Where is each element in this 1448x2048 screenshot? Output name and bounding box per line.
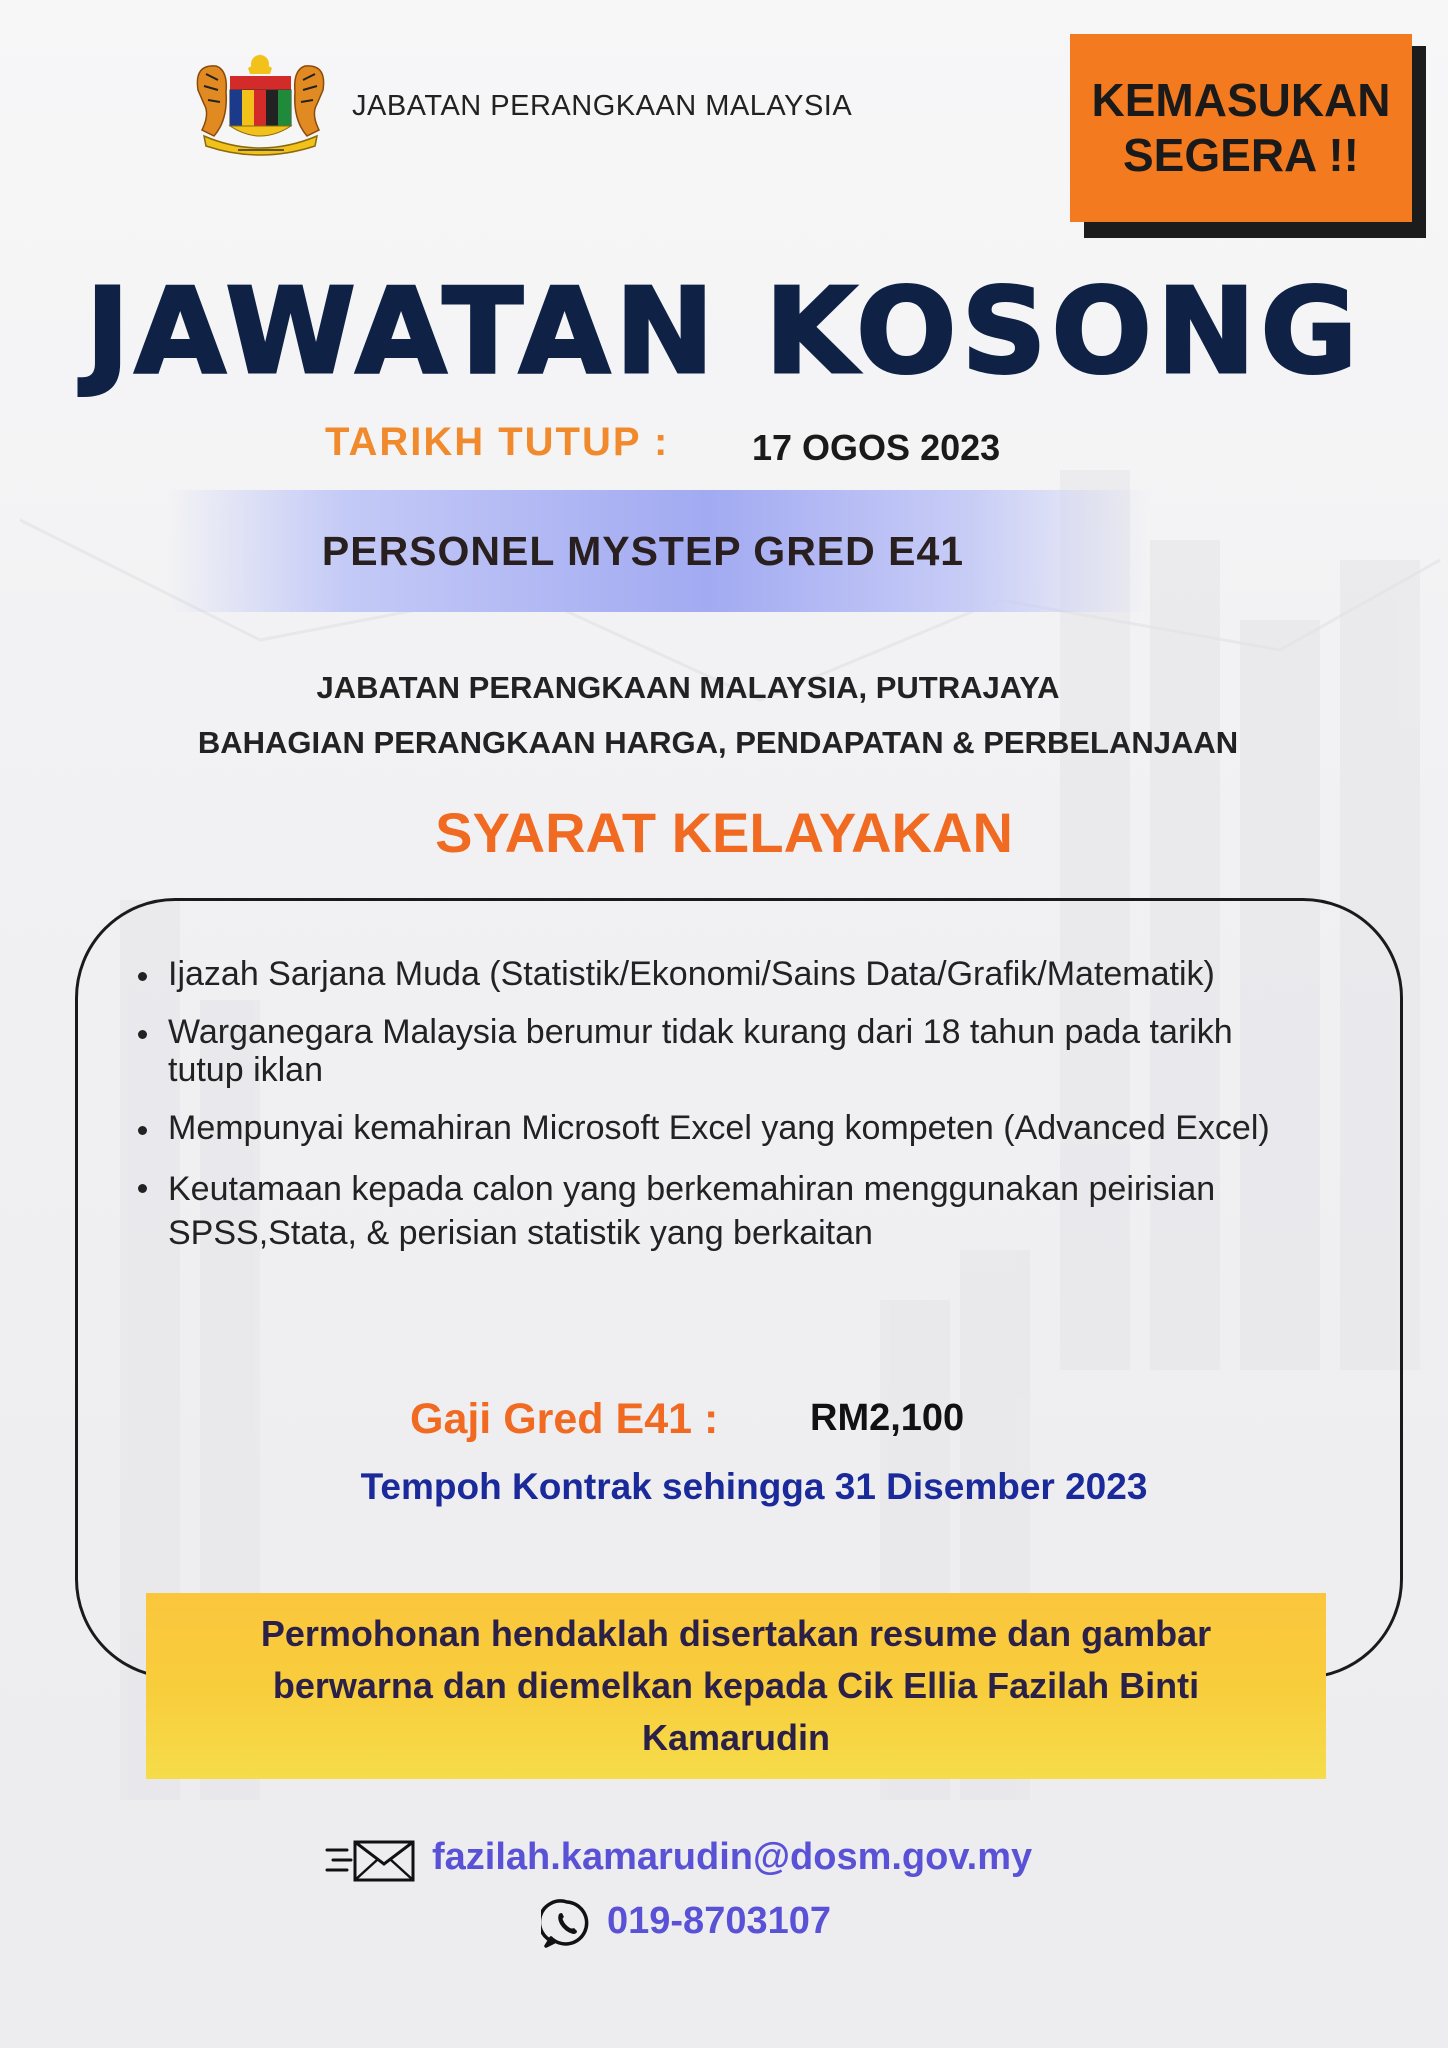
closing-date-label: TARIKH TUTUP : <box>325 420 670 464</box>
position-band <box>168 490 1148 612</box>
page-title: JAWATAN KOSONG <box>85 262 1363 400</box>
requirement-item: Keutamaan kepada calon yang berkemahiran menggunakan peirisian SPSS,Stata, & perisian statistik yang berkaitan <box>132 1167 1358 1255</box>
urgent-badge <box>1070 34 1412 222</box>
application-notice-text: Permohonan hendaklah disertakan resume dan gambar berwarna dan diemelkan kepada Cik Ellia Fazilah Binti Kamarudin <box>260 1613 1212 1758</box>
requirement-item: Warganegara Malaysia berumur tidak kurang dari 18 tahun pada tarikh tutup iklan <box>132 1013 1248 1089</box>
badge-line-2: SEGERA !! <box>1123 129 1359 181</box>
requirement-item: Mempunyai kemahiran Microsoft Excel yang kompeten (Advanced Excel) <box>132 1109 1278 1147</box>
position-title: PERSONEL MYSTEP GRED E41 <box>321 527 965 574</box>
requirements-list <box>132 955 1332 1275</box>
contact-phone-link[interactable]: 019-8703107 <box>607 1900 831 1942</box>
requirements-title: SYARAT KELAYAKAN <box>435 801 1013 864</box>
application-notice <box>146 1593 1326 1779</box>
agency-name: JABATAN PERANGKAAN MALAYSIA <box>352 90 853 122</box>
salary-value: RM2,100 <box>810 1397 965 1439</box>
whatsapp-icon <box>541 1898 593 1950</box>
department-line-1: JABATAN PERANGKAAN MALAYSIA, PUTRAJAYA <box>316 670 1060 705</box>
requirement-item: Ijazah Sarjana Muda (Statistik/Ekonomi/Sains Data/Grafik/Matematik) <box>132 955 1332 993</box>
closing-date-value: 17 OGOS 2023 <box>752 427 1001 468</box>
badge-line-1: KEMASUKAN <box>1091 73 1391 126</box>
contract-period: Tempoh Kontrak sehingga 31 Disember 2023 <box>360 1466 1148 1507</box>
salary-label: Gaji Gred E41 : <box>410 1395 719 1443</box>
contact-email-link[interactable]: fazilah.kamarudin@dosm.gov.my <box>432 1836 1033 1878</box>
email-send-icon <box>325 1836 417 1886</box>
malaysia-coat-of-arms-icon <box>188 50 333 160</box>
department-line-2: BAHAGIAN PERANGKAAN HARGA, PENDAPATAN & PERBELANJAAN <box>197 725 1239 760</box>
